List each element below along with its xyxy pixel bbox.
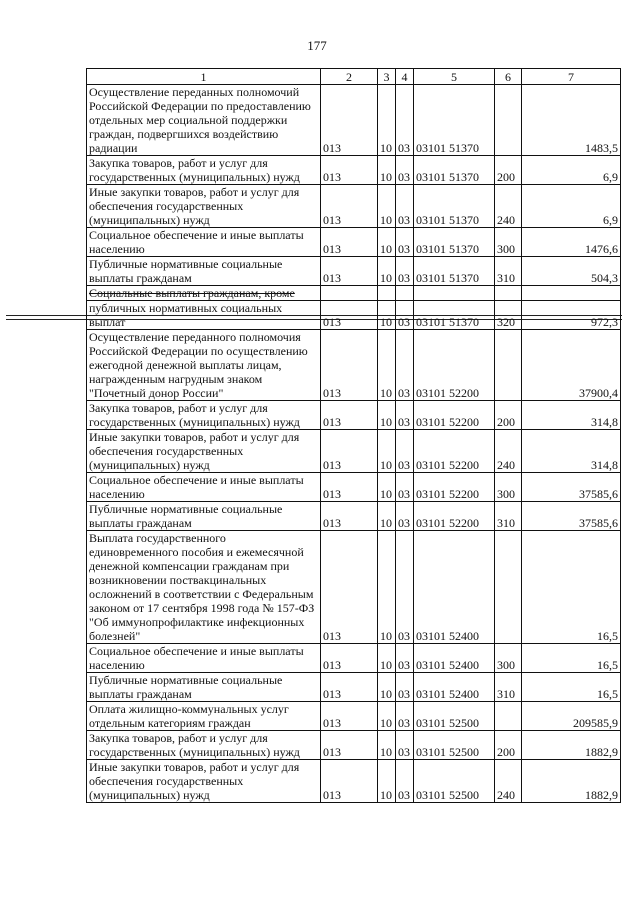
item-name-cell <box>87 473 321 502</box>
gov-code-cell: 013 <box>321 644 378 673</box>
subsection-cell: 03 <box>396 301 414 330</box>
item-name-cell <box>87 760 321 803</box>
section-cell: 10 <box>378 185 396 228</box>
item-name: Публичные нормативные социальные выплаты гражданам <box>89 673 283 701</box>
item-name: Иные закупки товаров, работ и услуг для обеспечения государственных (муниципальных) нужд <box>89 760 300 802</box>
subsection-cell: 03 <box>396 673 414 702</box>
item-name: Публичные нормативные социальные выплаты гражданам <box>89 257 283 285</box>
expense-type-cell: 320 <box>495 301 522 330</box>
gov-code-cell: 013 <box>321 430 378 473</box>
target-article-cell <box>414 286 495 301</box>
table-row <box>87 760 621 803</box>
item-name-cell <box>87 401 321 430</box>
page-number: 177 <box>307 38 327 53</box>
item-name: Социальное обеспечение и иные выплаты населению <box>89 228 304 256</box>
gov-code-cell: 013 <box>321 85 378 156</box>
item-name-cell <box>87 228 321 257</box>
target-article-cell: 03101 52400 <box>414 531 495 644</box>
gov-code-cell: 013 <box>321 673 378 702</box>
amount-cell: 37585,6 <box>522 473 621 502</box>
expense-type-cell <box>495 531 522 644</box>
item-name: Публичные нормативные социальные выплаты гражданам <box>89 502 283 530</box>
target-article-cell: 03101 51370 <box>414 85 495 156</box>
expense-type-cell <box>495 702 522 731</box>
target-article-cell: 03101 52500 <box>414 731 495 760</box>
gov-code-cell: 013 <box>321 156 378 185</box>
amount-cell: 314,8 <box>522 401 621 430</box>
section-cell: 10 <box>378 731 396 760</box>
amount-cell: 209585,9 <box>522 702 621 731</box>
table-row <box>87 430 621 473</box>
expense-type-cell: 200 <box>495 156 522 185</box>
item-name: Иные закупки товаров, работ и услуг для обеспечения государственных (муниципальных) нужд <box>89 185 300 227</box>
amount-cell: 504,3 <box>522 257 621 286</box>
item-name-cell <box>87 531 321 644</box>
gov-code-cell: 013 <box>321 228 378 257</box>
table-row <box>87 473 621 502</box>
section-cell: 10 <box>378 330 396 401</box>
column-header: 7 <box>522 69 621 85</box>
table-row <box>87 85 621 156</box>
gov-code-cell: 013 <box>321 330 378 401</box>
item-name: Закупка товаров, работ и услуг для государственных (муниципальных) нужд <box>89 156 300 184</box>
amount-cell: 972,3 <box>522 301 621 330</box>
subsection-cell: 03 <box>396 330 414 401</box>
amount-cell: 1483,5 <box>522 85 621 156</box>
column-header: 5 <box>414 69 495 85</box>
gov-code-cell <box>321 286 378 301</box>
target-article-cell: 03101 52400 <box>414 673 495 702</box>
table-row <box>87 257 621 286</box>
section-cell: 10 <box>378 473 396 502</box>
column-header: 2 <box>321 69 378 85</box>
section-cell: 10 <box>378 644 396 673</box>
table-row <box>87 731 621 760</box>
expense-type-cell: 300 <box>495 228 522 257</box>
subsection-cell: 03 <box>396 473 414 502</box>
expense-type-cell: 200 <box>495 731 522 760</box>
amount-cell: 314,8 <box>522 430 621 473</box>
target-article-cell: 03101 52200 <box>414 502 495 531</box>
gov-code-cell: 013 <box>321 502 378 531</box>
expense-type-cell: 310 <box>495 502 522 531</box>
table-row <box>87 644 621 673</box>
section-cell: 10 <box>378 85 396 156</box>
amount-cell: 37900,4 <box>522 330 621 401</box>
item-name-cell <box>87 731 321 760</box>
item-name-cell <box>87 702 321 731</box>
target-article-cell: 03101 52200 <box>414 430 495 473</box>
item-name: Осуществление переданного полномочия Российской Федерации по осуществлению ежегодной денежной выплаты лицам, награжденным нагрудным знаком "Почетный донор России" <box>89 330 308 400</box>
target-article-cell: 03101 51370 <box>414 301 495 330</box>
item-name: Социальное обеспечение и иные выплаты населению <box>89 473 304 501</box>
gov-code-cell: 013 <box>321 401 378 430</box>
expense-type-cell <box>495 330 522 401</box>
table-row <box>87 702 621 731</box>
subsection-cell: 03 <box>396 702 414 731</box>
gov-code-cell: 013 <box>321 531 378 644</box>
expense-type-cell: 240 <box>495 760 522 803</box>
gov-code-cell: 013 <box>321 731 378 760</box>
item-name: Закупка товаров, работ и услуг для государственных (муниципальных) нужд <box>89 401 300 429</box>
subsection-cell: 03 <box>396 531 414 644</box>
subsection-cell: 03 <box>396 228 414 257</box>
expense-type-cell: 300 <box>495 644 522 673</box>
section-cell: 10 <box>378 760 396 803</box>
table-row <box>87 401 621 430</box>
item-name-cell <box>87 257 321 286</box>
gov-code-cell: 013 <box>321 473 378 502</box>
table-row <box>87 228 621 257</box>
gov-code-cell: 013 <box>321 257 378 286</box>
item-name: Социальное обеспечение и иные выплаты населению <box>89 644 304 672</box>
gov-code-cell: 013 <box>321 702 378 731</box>
table-row <box>87 286 621 301</box>
item-name: Иные закупки товаров, работ и услуг для обеспечения государственных (муниципальных) нужд <box>89 430 300 472</box>
subsection-cell: 03 <box>396 156 414 185</box>
target-article-cell: 03101 51370 <box>414 228 495 257</box>
column-header: 4 <box>396 69 414 85</box>
item-name-cell <box>87 673 321 702</box>
subsection-cell: 03 <box>396 85 414 156</box>
section-cell: 10 <box>378 702 396 731</box>
amount-cell: 1476,6 <box>522 228 621 257</box>
table-row <box>87 531 621 644</box>
item-name-cell <box>87 430 321 473</box>
expense-type-cell <box>495 286 522 301</box>
target-article-cell: 03101 51370 <box>414 156 495 185</box>
target-article-cell: 03101 52500 <box>414 760 495 803</box>
expense-type-cell: 240 <box>495 430 522 473</box>
expense-type-cell: 200 <box>495 401 522 430</box>
section-cell: 10 <box>378 156 396 185</box>
table-row <box>87 330 621 401</box>
table-row <box>87 673 621 702</box>
target-article-cell: 03101 52200 <box>414 401 495 430</box>
amount-cell: 1882,9 <box>522 731 621 760</box>
table-row <box>87 502 621 531</box>
section-cell: 10 <box>378 401 396 430</box>
gov-code-cell: 013 <box>321 185 378 228</box>
table-row <box>87 156 621 185</box>
gov-code-cell: 013 <box>321 301 378 330</box>
subsection-cell: 03 <box>396 644 414 673</box>
item-name-cell <box>87 185 321 228</box>
item-name-cell <box>87 156 321 185</box>
target-article-cell: 03101 51370 <box>414 257 495 286</box>
item-name: Выплата государственного единовременного пособия и ежемесячной денежной компенсации гражданам при возникновении поствакцинальных осложнений в соответствии с Федеральным законом от 17 сентября 1998 года № 157-ФЗ "Об иммунопрофилактике инфекционных болезней" <box>89 531 315 643</box>
section-cell: 10 <box>378 301 396 330</box>
expense-type-cell: 310 <box>495 673 522 702</box>
expense-type-cell <box>495 85 522 156</box>
section-cell: 10 <box>378 257 396 286</box>
subsection-cell: 03 <box>396 257 414 286</box>
target-article-cell: 03101 51370 <box>414 185 495 228</box>
amount-cell: 1882,9 <box>522 760 621 803</box>
section-cell: 10 <box>378 430 396 473</box>
target-article-cell: 03101 52200 <box>414 473 495 502</box>
column-header: 6 <box>495 69 522 85</box>
amount-cell: 16,5 <box>522 673 621 702</box>
item-name: Осуществление переданных полномочий Российской Федерации по предоставлению отдельных мер социальной поддержки граждан, подвергшихся воздействию радиации <box>89 85 311 155</box>
target-article-cell: 03101 52400 <box>414 644 495 673</box>
item-name-cell <box>87 502 321 531</box>
budget-table <box>86 68 621 803</box>
amount-cell: 6,9 <box>522 185 621 228</box>
item-name: Социальные выплаты гражданам, кроме <box>89 286 295 300</box>
table-row <box>87 301 621 330</box>
item-name-cell <box>87 644 321 673</box>
table-row <box>87 185 621 228</box>
amount-cell: 16,5 <box>522 531 621 644</box>
subsection-cell: 03 <box>396 502 414 531</box>
expense-type-cell: 240 <box>495 185 522 228</box>
item-name: Закупка товаров, работ и услуг для государственных (муниципальных) нужд <box>89 731 300 759</box>
target-article-cell: 03101 52500 <box>414 702 495 731</box>
section-cell: 10 <box>378 502 396 531</box>
subsection-cell: 03 <box>396 731 414 760</box>
subsection-cell: 03 <box>396 430 414 473</box>
section-cell <box>378 286 396 301</box>
amount-cell: 16,5 <box>522 644 621 673</box>
subsection-cell: 03 <box>396 185 414 228</box>
item-name-cell <box>87 301 321 330</box>
section-cell: 10 <box>378 228 396 257</box>
item-name-cell <box>87 330 321 401</box>
gov-code-cell: 013 <box>321 760 378 803</box>
column-header: 3 <box>378 69 396 85</box>
expense-type-cell: 310 <box>495 257 522 286</box>
expense-type-cell: 300 <box>495 473 522 502</box>
item-name-cell <box>87 85 321 156</box>
amount-cell: 37585,6 <box>522 502 621 531</box>
subsection-cell: 03 <box>396 401 414 430</box>
amount-cell: 6,9 <box>522 156 621 185</box>
column-header: 1 <box>87 69 321 85</box>
column-header-row <box>87 69 621 85</box>
subsection-cell: 03 <box>396 760 414 803</box>
target-article-cell: 03101 52200 <box>414 330 495 401</box>
item-name-cell <box>87 286 321 301</box>
amount-cell <box>522 286 621 301</box>
subsection-cell <box>396 286 414 301</box>
item-name: Оплата жилищно-коммунальных услуг отдельным категориям граждан <box>89 702 289 730</box>
section-cell: 10 <box>378 673 396 702</box>
section-cell: 10 <box>378 531 396 644</box>
item-name: публичных нормативных социальных выплат <box>89 301 283 329</box>
